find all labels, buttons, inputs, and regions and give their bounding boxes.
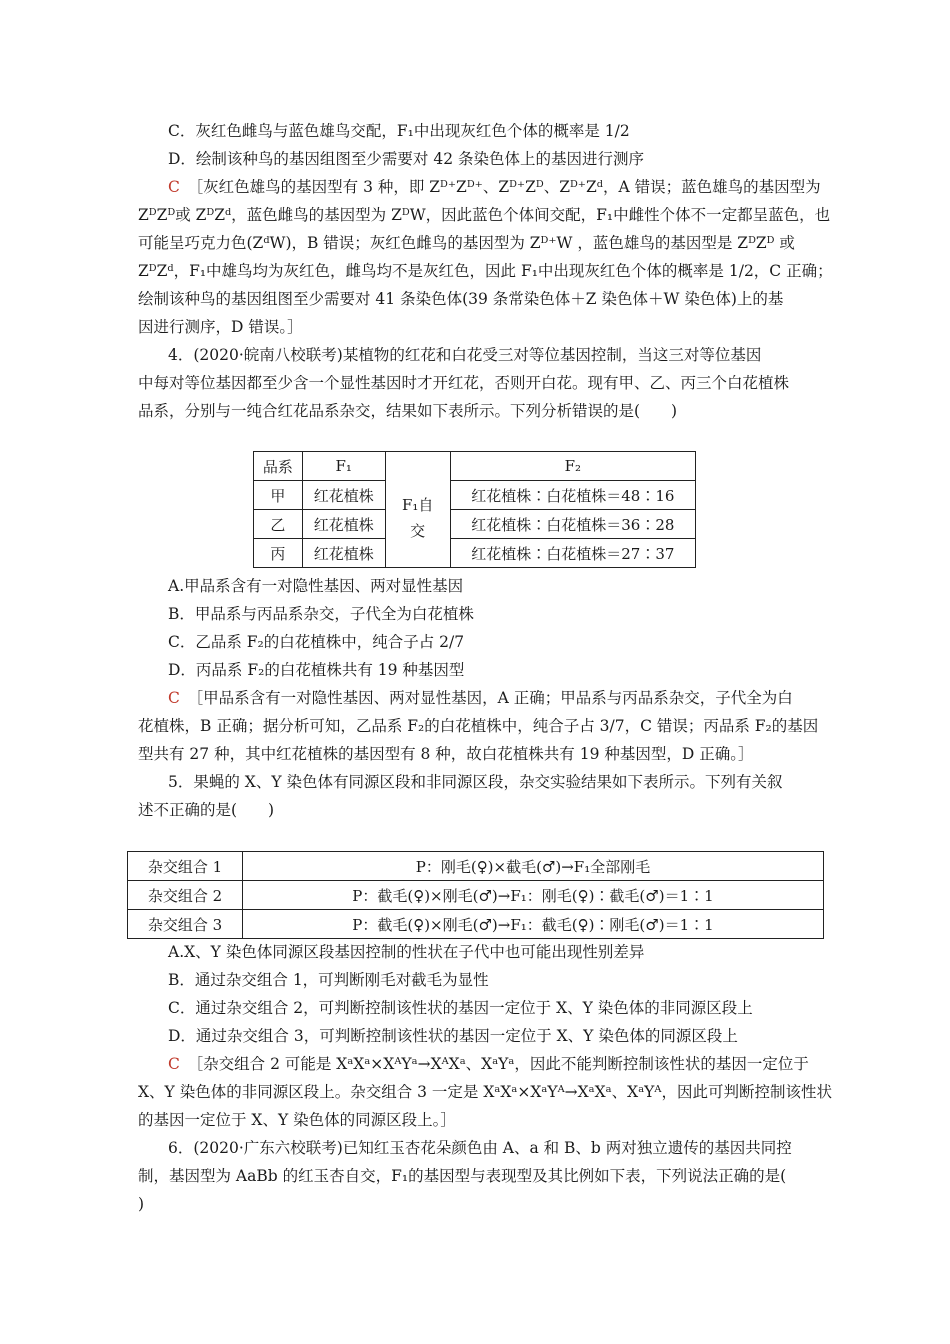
q4-option-c: C．乙品系 F₂的白花植株中，纯合子占 2/7 bbox=[168, 633, 465, 651]
q4-table bbox=[253, 451, 696, 568]
q4-option-d: D．丙品系 F₂的白花植株共有 19 种基因型 bbox=[168, 661, 465, 679]
q4-answer: C bbox=[168, 689, 180, 707]
q5-option-b: B．通过杂交组合 1，可判断刚毛对截毛为显性 bbox=[168, 971, 489, 989]
q3-explanation-line-1: C ［灰红色雄鸟的基因型有 3 种，即 Zᴰ⁺Zᴰ⁺、Zᴰ⁺Zᴰ、Zᴰ⁺Zᵈ，A 错误；蓝色雄鸟的基因型为 bbox=[168, 178, 821, 196]
table-header: F₁ bbox=[302, 452, 385, 481]
q5-option-a: A.X、Y 染色体同源区段基因控制的性状在子代中也可能出现性别差异 bbox=[168, 943, 645, 961]
table-row: 丙 红花植株 红花植株∶白花植株＝27∶37 bbox=[254, 539, 696, 568]
table-header: F₂ bbox=[450, 452, 695, 481]
table-row: 乙 红花植株 红花植株∶白花植株＝36∶28 bbox=[254, 510, 696, 539]
q6-stem-line-3: ) bbox=[138, 1195, 145, 1213]
q5-explanation-line-2: X、Y 染色体的非同源区段上。杂交组合 3 一定是 XᵃXᵃ×XᵃYᴬ→XᵃXᵃ、XᵃYᴬ，因此可判断控制该性状 bbox=[138, 1083, 832, 1101]
q5-explanation-line-1: C ［杂交组合 2 可能是 XᵃXᵃ×XᴬYᵃ→XᴬXᵃ、XᵃYᵃ，因此不能判断控制该性状的基因一定位于 bbox=[168, 1055, 809, 1073]
q4-option-a: A.甲品系含有一对隐性基因、两对显性基因 bbox=[168, 577, 464, 595]
q3-option-d: D．绘制该种鸟的基因组图至少需要对 42 条染色体上的基因进行测序 bbox=[168, 150, 645, 168]
q4-option-b: B．甲品系与丙品系杂交，子代全为白花植株 bbox=[168, 605, 474, 623]
q3-explanation-line-2: ZᴰZᴰ或 ZᴰZᵈ，蓝色雌鸟的基因型为 ZᴰW，因此蓝色个体间交配，F₁中雌性个体不一定都呈蓝色，也 bbox=[138, 206, 831, 224]
q6-stem-line-2: 制，基因型为 AaBb 的红玉杏自交，F₁的基因型与表现型及其比例如下表，下列说法正确的是( bbox=[138, 1167, 787, 1185]
q5-answer: C bbox=[168, 1055, 180, 1073]
q4-stem-line-3: 品系，分别与一纯合红花品系杂交，结果如下表所示。下列分析错误的是( ) bbox=[138, 402, 678, 420]
f1-selfing-cell: F₁自 交 bbox=[385, 452, 450, 568]
table-row: 杂交组合 1 P：刚毛(♀)×截毛(♂)→F₁全部刚毛 bbox=[128, 852, 824, 881]
q5-option-c: C．通过杂交组合 2，可判断控制该性状的基因一定位于 X、Y 染色体的非同源区段上 bbox=[168, 999, 753, 1017]
q4-stem-line-1: 4．(2020·皖南八校联考)某植物的红花和白花受三对等位基因控制，当这三对等位基因 bbox=[168, 346, 762, 364]
q6-stem-line-1: 6．(2020·广东六校联考)已知红玉杏花朵颜色由 A、a 和 B、b 两对独立遗传的基因共同控 bbox=[168, 1139, 792, 1157]
q4-stem-line-2: 中每对等位基因都至少含一个显性基因时才开红花，否则开白花。现有甲、乙、丙三个白花植株 bbox=[138, 374, 790, 392]
q3-option-c: C．灰红色雌鸟与蓝色雄鸟交配，F₁中出现灰红色个体的概率是 1/2 bbox=[168, 122, 630, 140]
q4-explanation-line-2: 花植株，B 正确；据分析可知，乙品系 F₂的白花植株中，纯合子占 3/7，C 错误；丙品系 F₂的基因 bbox=[138, 717, 819, 735]
q3-explanation-line-5: 绘制该种鸟的基因组图至少需要对 41 条染色体(39 条常染色体＋Z 染色体＋W 染色体)上的基 bbox=[138, 290, 784, 308]
q5-stem-line-1: 5．果蝇的 X、Y 染色体有同源区段和非同源区段，杂交实验结果如下表所示。下列有关叙 bbox=[168, 773, 783, 791]
table-row bbox=[254, 452, 696, 481]
q5-option-d: D．通过杂交组合 3，可判断控制该性状的基因一定位于 X、Y 染色体的同源区段上 bbox=[168, 1027, 738, 1045]
q4-explanation-line-1: C ［甲品系含有一对隐性基因、两对显性基因，A 正确；甲品系与丙品系杂交，子代全为白 bbox=[168, 689, 793, 707]
table-row: 甲 红花植株 红花植株∶白花植株＝48∶16 bbox=[254, 481, 696, 510]
table-header: 品系 bbox=[254, 452, 303, 481]
q3-explanation-line-6: 因进行测序，D 错误。］ bbox=[138, 318, 303, 336]
q3-explanation-line-3: 可能呈巧克力色(ZᵈW)，B 错误；灰红色雌鸟的基因型为 Zᴰ⁺W ，蓝色雄鸟的基因型是 ZᴰZᴰ 或 bbox=[138, 234, 795, 252]
table-row: 杂交组合 2 P：截毛(♀)×刚毛(♂)→F₁：刚毛(♀)∶截毛(♂)＝1∶1 bbox=[128, 881, 824, 910]
q5-explanation-line-3: 的基因一定位于 X、Y 染色体的同源区段上。］ bbox=[138, 1111, 456, 1129]
q3-answer: C bbox=[168, 178, 180, 196]
q5-table bbox=[127, 851, 824, 939]
q3-explanation-line-4: ZᴰZᵈ，F₁中雄鸟均为灰红色，雌鸟均不是灰红色，因此 F₁中出现灰红色个体的概率是 1/2，C 正确； bbox=[138, 262, 833, 280]
q4-explanation-line-3: 型共有 27 种，其中红花植株的基因型有 8 种，故白花植株共有 19 种基因型，D 正确。］ bbox=[138, 745, 754, 763]
table-row: 杂交组合 3 P：截毛(♀)×刚毛(♂)→F₁：截毛(♀)∶刚毛(♂)＝1∶1 bbox=[128, 910, 824, 939]
q5-stem-line-2: 述不正确的是( ) bbox=[138, 801, 275, 819]
